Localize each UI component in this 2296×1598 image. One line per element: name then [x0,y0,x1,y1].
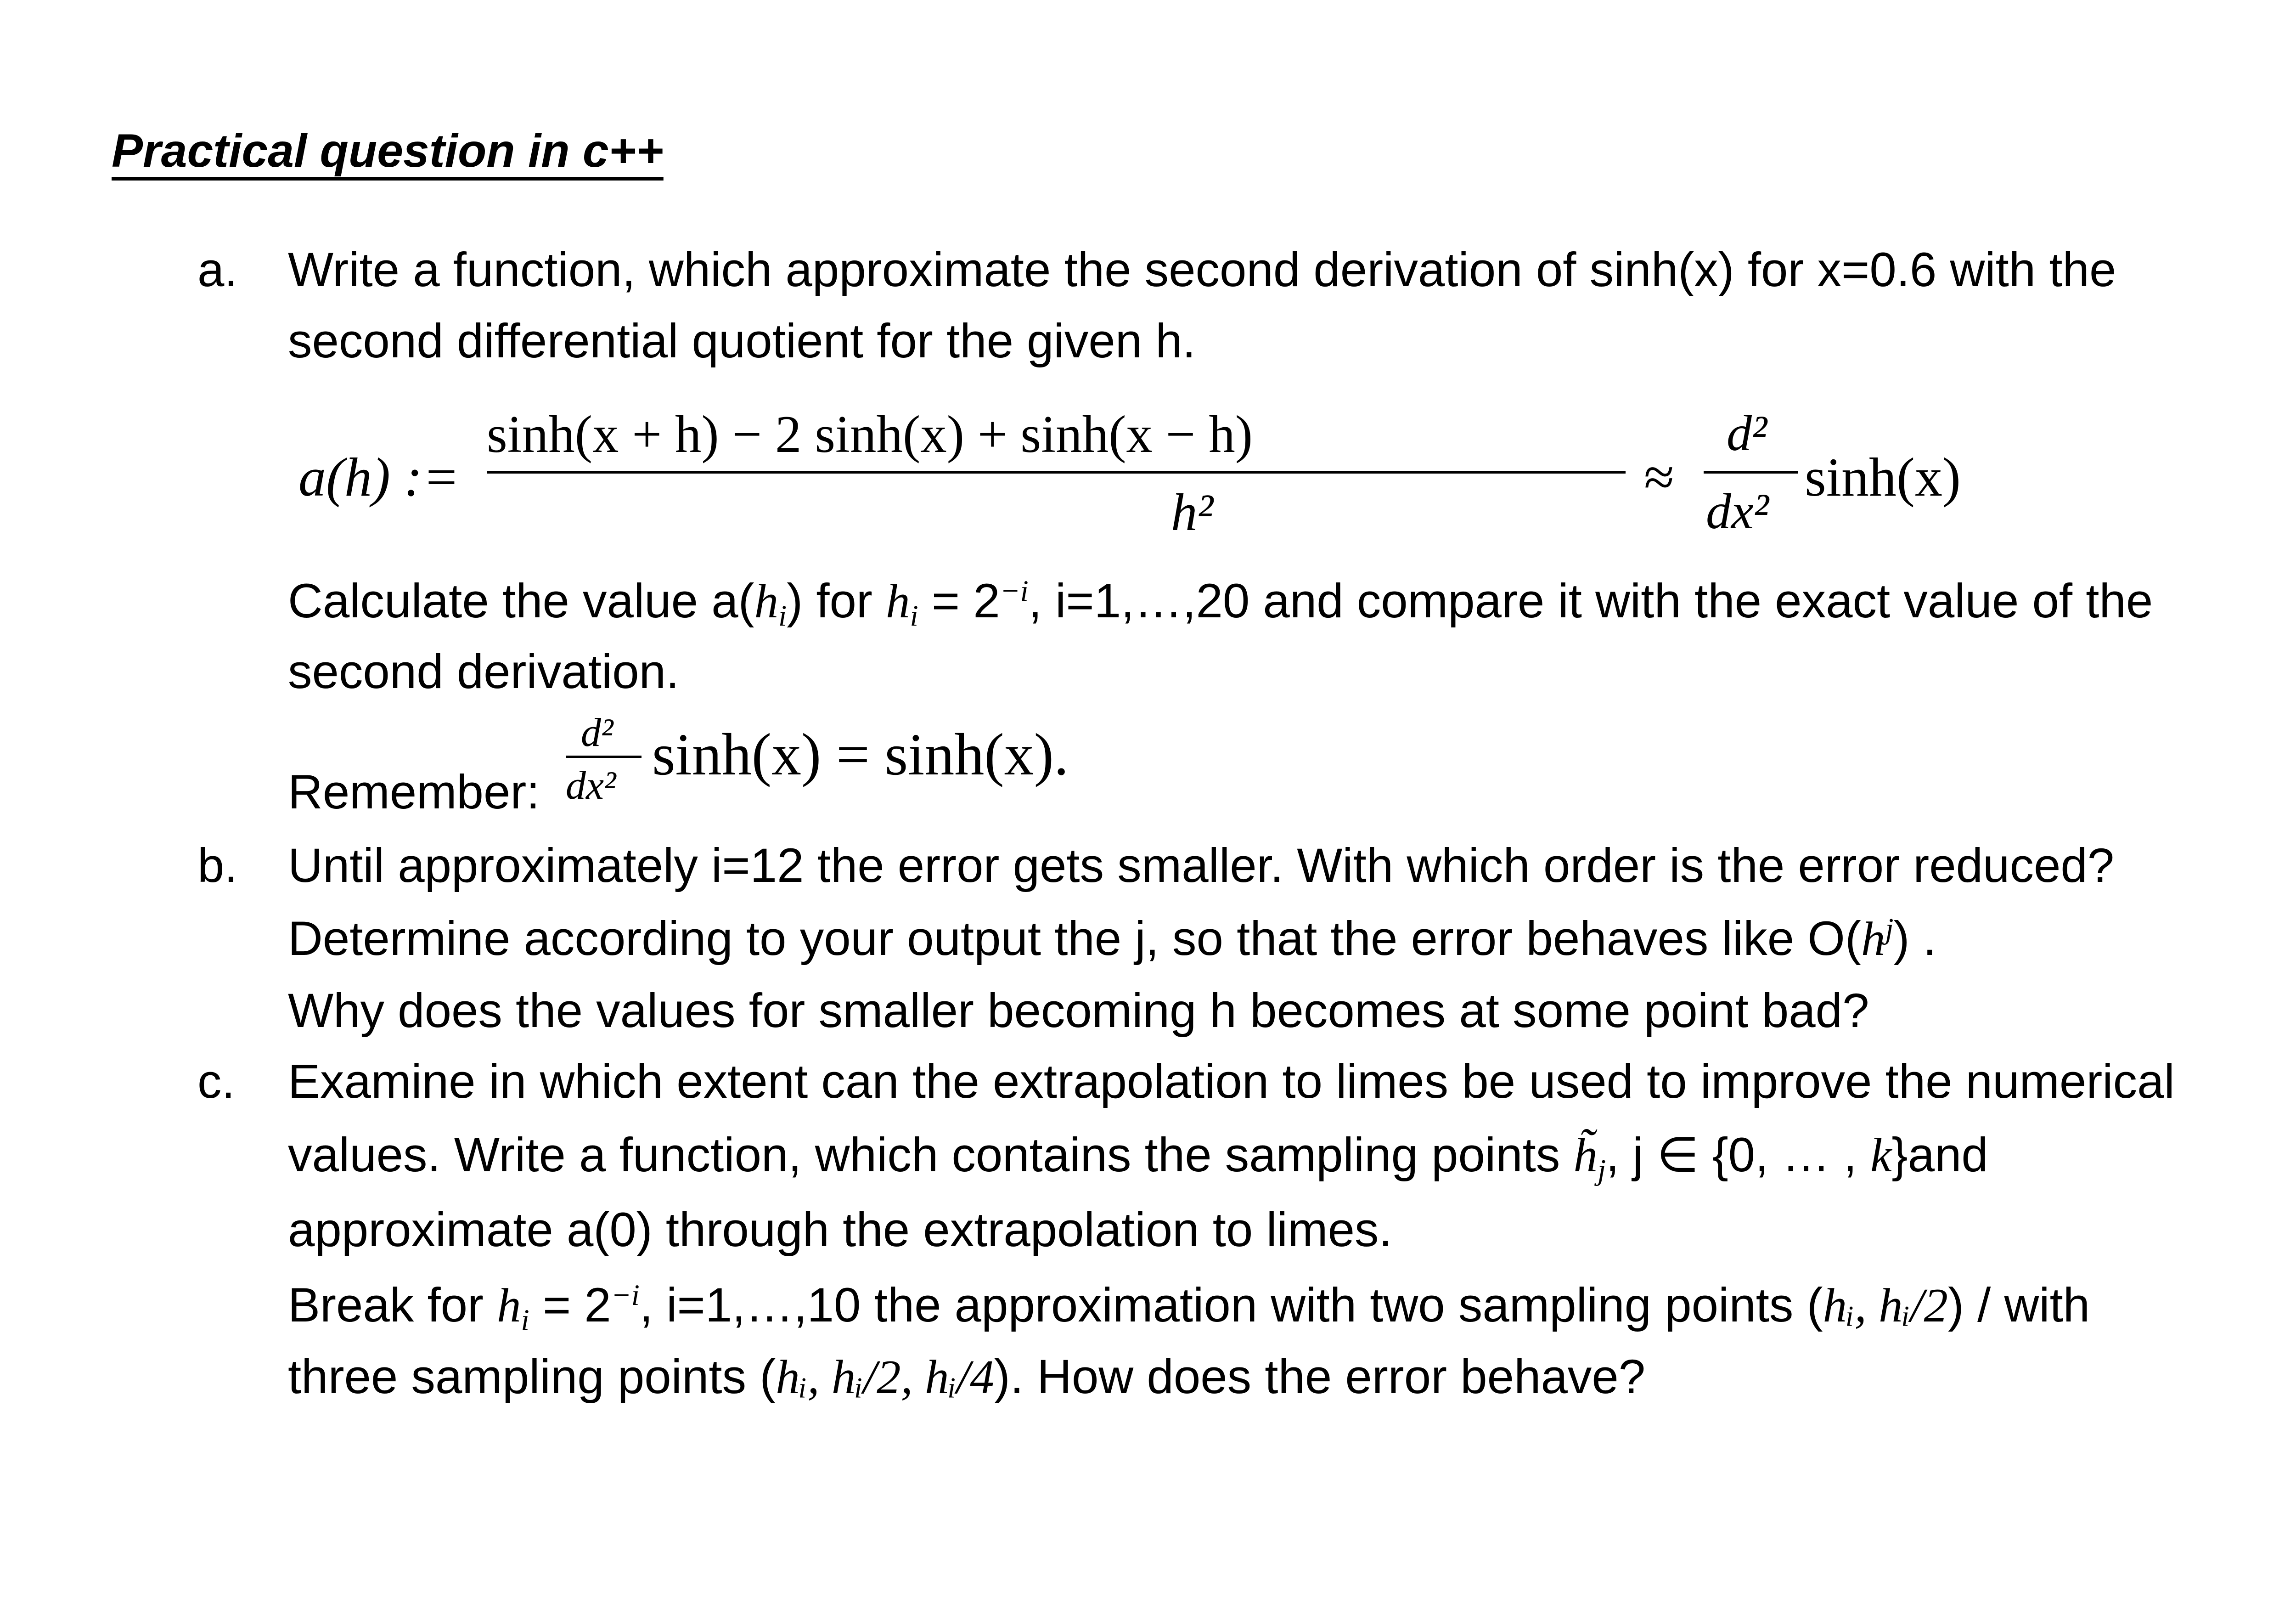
formula-numerator: sinh(x + h) − 2 sinh(x) + sinh(x − h) [487,405,1253,463]
remember-fraction-bar [566,756,642,758]
formula-denominator: h² [1171,483,1213,542]
math-h: h [497,1278,521,1332]
text-run: ) for [787,574,886,628]
text-run: Break for [288,1278,497,1332]
remember-deriv-numerator: d² [581,711,613,755]
item-b-line-3: Why does the values for smaller becoming h becomes at some point bad? [288,984,1869,1038]
text-run: , j ∈ {0, … , [1606,1128,1870,1182]
derivative-fraction-bar [1704,471,1798,474]
text-run: values. Write a function, which contains the sampling points [288,1128,1574,1182]
remember-equation: sinh(x) = sinh(x). [652,722,1069,788]
math-h: h [754,574,779,628]
formula-lhs: a(h) := [298,446,460,508]
item-c-line-1: Examine in which extent can the extrapolation to limes be used to improve the numerical [288,1055,2175,1108]
text-run: three sampling points ( [288,1350,776,1404]
math-points-three: hᵢ, hᵢ/2, hᵢ/4 [776,1350,994,1404]
item-b-line-2 [288,911,1936,966]
item-a-line-1: Write a function, which approximate the second derivation of sinh(x) for x=0.6 with the [288,243,2116,297]
derivative-numerator: d² [1727,405,1767,461]
math-k: k [1870,1128,1892,1182]
text-run: , i=1,…,10 the approximation with two sampling points ( [639,1278,1823,1332]
math-subscript: i [521,1304,529,1337]
math-h: h [1861,911,1885,966]
fraction-bar [487,471,1626,474]
text-run: ). How does the error behave? [994,1350,1646,1404]
approx-sign: ≈ [1644,446,1674,508]
item-b-line-1: Until approximately i=12 the error gets smaller. With which order is the error reduced? [288,839,2115,892]
item-a-line-3 [288,576,2153,631]
item-c-line-5 [288,1350,1646,1404]
math-points-two: hᵢ, hᵢ/2 [1823,1278,1948,1332]
remember-label: Remember: [288,765,540,819]
text-run: , i=1,…,20 and compare it with the exact value of the [1028,574,2153,628]
math-superscript: −i [611,1279,640,1312]
math-superscript: −i [1000,575,1029,608]
math-subscript: i [910,599,918,633]
item-a-marker: a. [197,243,238,297]
text-run: Calculate the value a( [288,574,754,628]
item-a-line-2: second differential quotient for the given h. [288,314,1196,368]
text-run: }and [1891,1128,1988,1182]
item-c-line-3: approximate a(0) through the extrapolation to limes. [288,1203,1392,1257]
item-a-line-4: second derivation. [288,645,680,699]
math-superscript: j [1885,912,1894,945]
text-run: Determine according to your output the j, so that the error behaves like O( [288,911,1861,966]
item-c-line-4 [288,1278,2090,1337]
text-run: ) / with [1947,1278,2090,1332]
math-h-tilde: h̃ [1573,1128,1598,1182]
math-subscript: i [778,599,787,633]
text-run: ) . [1893,911,1936,966]
item-c-marker: c. [197,1055,235,1108]
text-run: = 2 [529,1278,611,1332]
derivative-function: sinh(x) [1805,446,1961,508]
remember-deriv-denominator: dx² [566,763,616,808]
page-title: Practical question in c++ [112,124,664,177]
difference-quotient-formula [298,395,1961,542]
math-subscript: j [1598,1153,1606,1187]
derivative-denominator: dx² [1706,483,1769,539]
item-b-marker: b. [197,839,238,892]
item-c-line-2 [288,1128,1988,1187]
math-h: h [886,574,910,628]
text-run: = 2 [918,574,1000,628]
